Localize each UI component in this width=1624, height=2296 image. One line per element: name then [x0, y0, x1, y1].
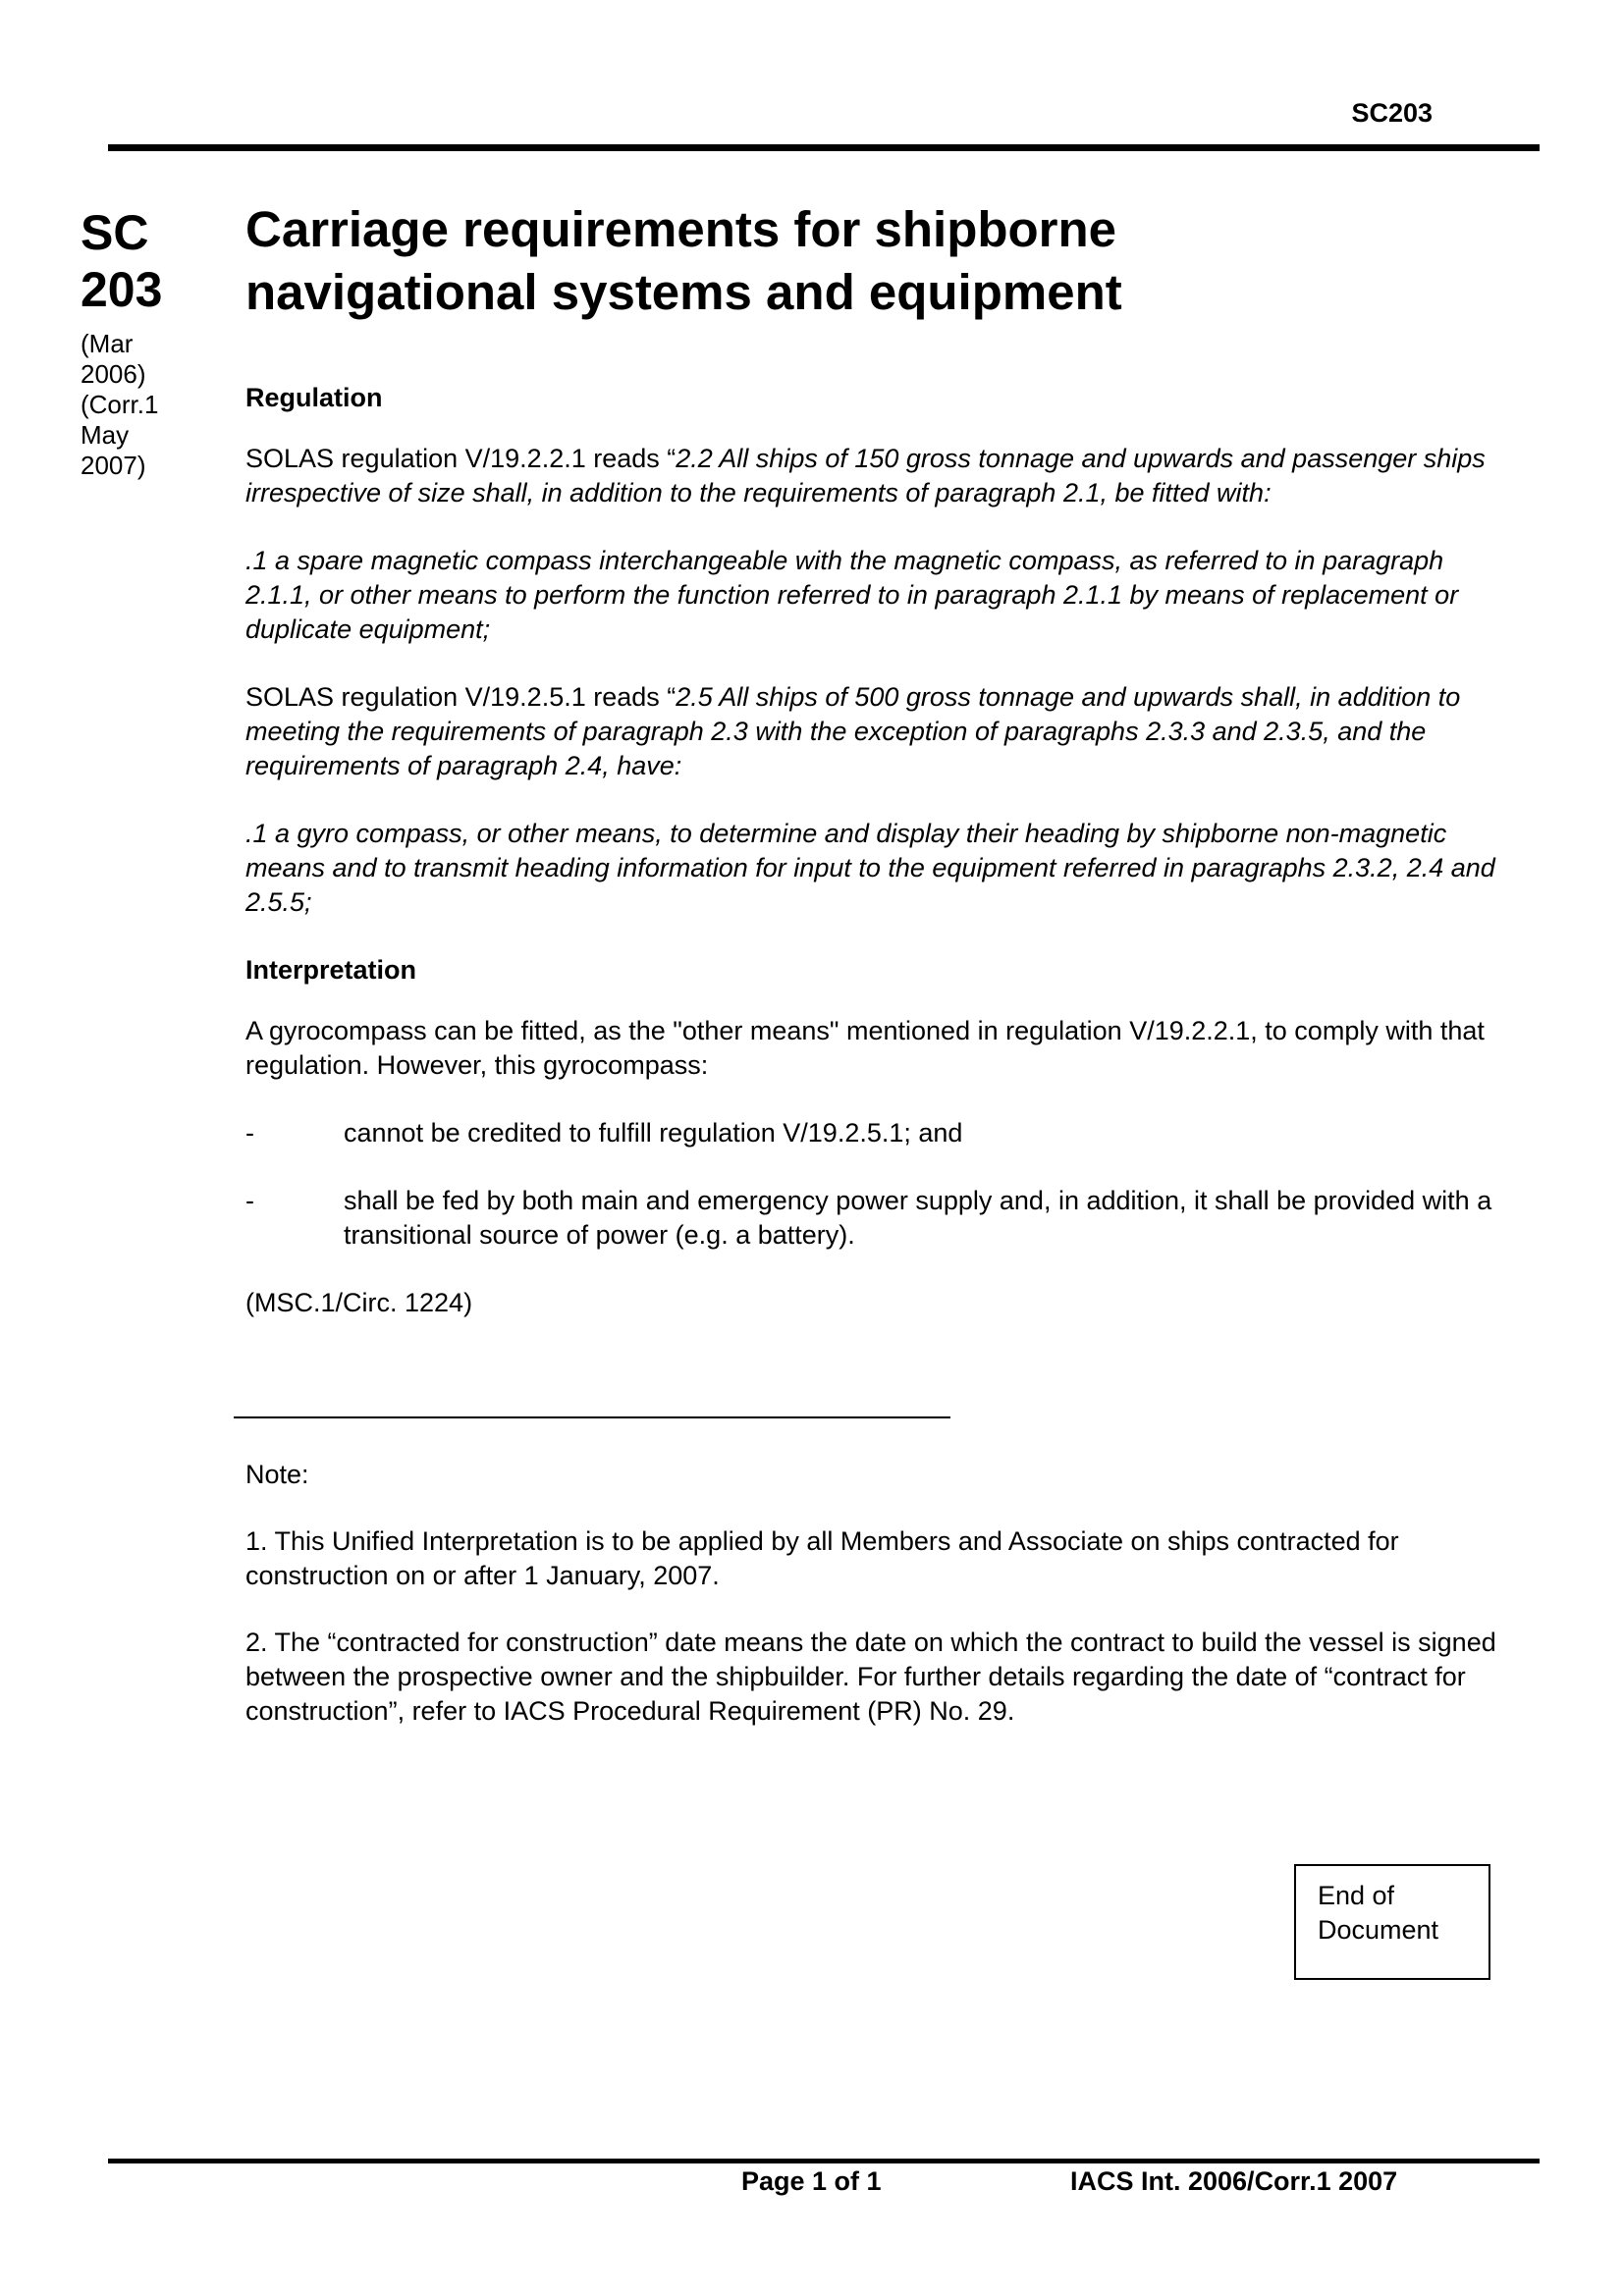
end-of-document-box [1294, 1864, 1490, 1980]
footer-page-number: Page 1 of 1 [741, 2166, 882, 2196]
sidebar-date-line: 2007) [81, 451, 146, 480]
regulation-paragraph-3-quote: 2.5 All ships of 500 gross tonnage and upwards shall, in addition to meeting the requirements of paragraph 2.3 with the exception of paragraphs 2.3.3 and 2.3.5, and the requirements of paragraph 2.4, have: [245, 682, 1461, 780]
sidebar-date-line: (Mar [81, 329, 134, 358]
sidebar-document-code [81, 204, 162, 318]
regulation-paragraph-3-lead: SOLAS regulation V/19.2.5.1 reads “ [245, 682, 677, 712]
title-line1: Carriage requirements for shipborne [245, 201, 1117, 257]
sidebar-date-line: (Corr.1 [81, 390, 159, 419]
list-item [245, 1184, 1512, 1253]
end-box-line2: Document [1318, 1915, 1439, 1945]
regulation-paragraph-3 [245, 680, 1512, 783]
list-item [245, 1116, 1512, 1150]
header-rule [108, 144, 1540, 151]
interpretation-reference: (MSC.1/Circ. 1224) [245, 1288, 473, 1317]
notes-section [245, 1458, 1512, 1761]
footer-reference: IACS Int. 2006/Corr.1 2007 [1070, 2166, 1398, 2196]
interpretation-heading: Interpretation [245, 955, 417, 985]
regulation-paragraph-2: .1 a spare magnetic compass interchangeable with the magnetic compass, as referred to in paragraph 2.1.1, or other means to perform the function referred to in paragraph 2.1.1 by means of replacement or duplicate equipment; [245, 546, 1459, 644]
regulation-paragraph-1-quote: 2.2 All ships of 150 gross tonnage and upwards and passenger ships irrespective of size shall, in addition to the requirements of paragraph 2.1, be fitted with: [245, 444, 1486, 507]
regulation-paragraph-4: .1 a gyro compass, or other means, to determine and display their heading by shipborne non-magnetic means and to transmit heading information for input to the equipment referred in paragraphs 2.3.2, 2.4 and 2.5.5; [245, 819, 1495, 917]
end-box-line1: End of [1318, 1881, 1395, 1910]
regulation-paragraph-1-lead: SOLAS regulation V/19.2.2.1 reads “ [245, 444, 677, 473]
regulation-heading: Regulation [245, 383, 383, 412]
interpretation-paragraph: A gyrocompass can be fitted, as the "other means" mentioned in regulation V/19.2.2.1, to comply with that regulation. However, this gyrocompass: [245, 1016, 1485, 1080]
sidebar-code-line2: 203 [81, 262, 163, 317]
header-document-code: SC203 [1351, 98, 1433, 128]
regulation-paragraph-1 [245, 442, 1512, 510]
bullet-dash: - [245, 1118, 254, 1148]
notes-label: Note: [245, 1460, 309, 1489]
page-title [245, 198, 1502, 324]
title-line2: navigational systems and equipment [245, 264, 1122, 320]
sidebar-revision-dates [81, 329, 158, 481]
notes-separator [234, 1416, 950, 1418]
note-1: 1. This Unified Interpretation is to be applied by all Members and Associate on ships contracted for construction on or after 1 January, 2007. [245, 1526, 1399, 1590]
sidebar-code-line1: SC [81, 205, 149, 260]
main-content [245, 381, 1512, 1320]
sidebar-date-line: May [81, 420, 130, 450]
sidebar-date-line: 2006) [81, 359, 146, 389]
footer-rule [108, 2159, 1540, 2163]
bullet-text: cannot be credited to fulfill regulation V/19.2.5.1; and [344, 1118, 963, 1148]
note-2: 2. The “contracted for construction” date means the date on which the contract to build the vessel is signed between the prospective owner and the shipbuilder. For further details regarding the date of “contract for construction”, refer to IACS Procedural Requirement (PR) No. 29. [245, 1628, 1496, 1726]
bullet-dash: - [245, 1186, 254, 1215]
bullet-text: shall be fed by both main and emergency power supply and, in addition, it shall be provided with a transitional source of power (e.g. a battery). [344, 1186, 1492, 1250]
